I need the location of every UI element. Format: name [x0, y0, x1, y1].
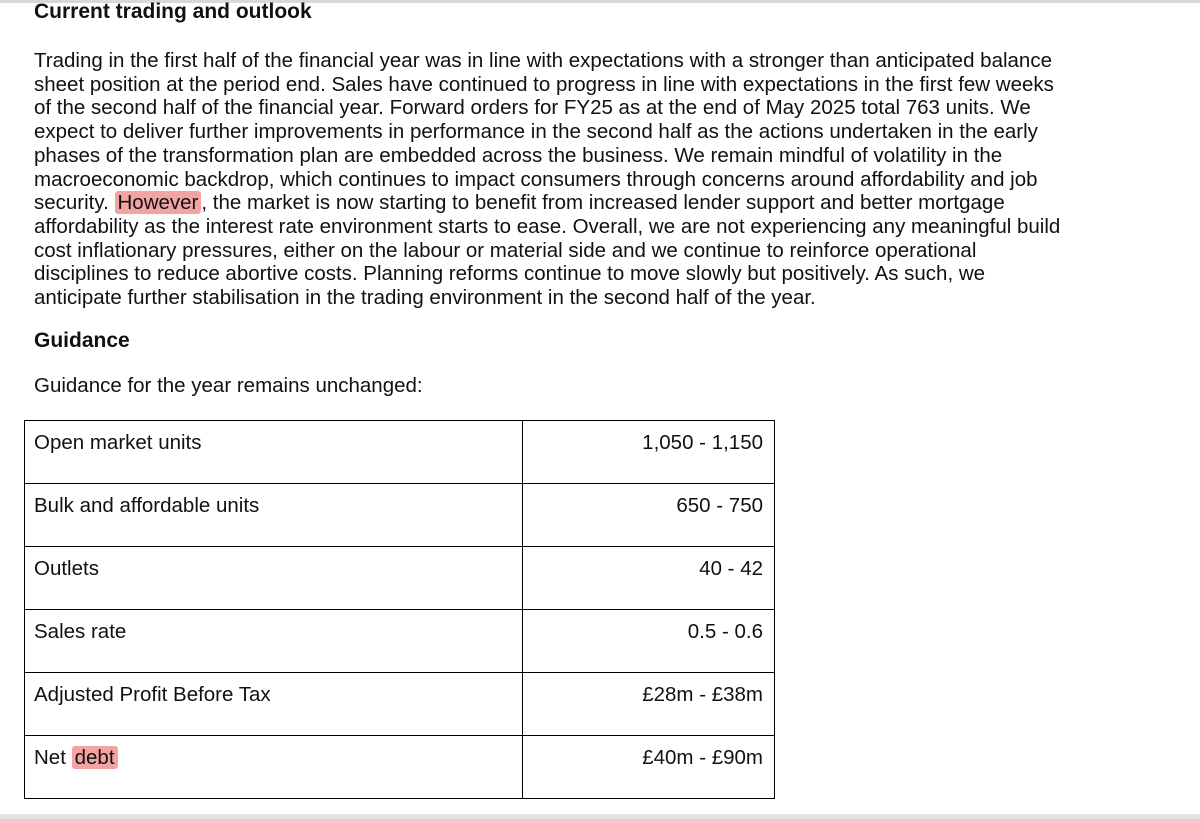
paragraph-line: cost inflationary pressures, either on the labour or material side and we continue to reinforce operational	[34, 238, 977, 262]
row-label	[25, 736, 523, 799]
paragraph-line: of the second half of the financial year. Forward orders for FY25 as at the end of May 2025 total 763 units. We	[34, 96, 1031, 120]
table-row	[25, 484, 775, 547]
paragraph-line: anticipate further stabilisation in the trading environment in the second half of the year.	[34, 286, 816, 310]
guidance-table	[24, 420, 775, 799]
table-row	[25, 736, 775, 799]
bottom-scroll-strip	[0, 814, 1200, 819]
paragraph-line: expect to deliver further improvements in performance in the second half as the actions undertaken in the early	[34, 120, 1038, 144]
table-row	[25, 547, 775, 610]
row-value: 0.5 - 0.6	[523, 610, 775, 673]
text-run: security.	[34, 191, 115, 215]
row-value: £40m - £90m	[523, 736, 775, 799]
table-row	[25, 610, 775, 673]
paragraph-line: Trading in the first half of the financial year was in line with expectations with a stronger than anticipated balance	[34, 49, 1052, 72]
row-label: Open market units	[25, 421, 523, 484]
row-value: £28m - £38m	[523, 673, 775, 736]
guidance-intro: Guidance for the year remains unchanged:	[34, 374, 423, 397]
row-value: 40 - 42	[523, 547, 775, 610]
paragraph-line: macroeconomic backdrop, which continues to impact consumers through concerns around affordability and job	[34, 167, 1038, 191]
row-value: 650 - 750	[523, 484, 775, 547]
row-label: Adjusted Profit Before Tax	[25, 673, 523, 736]
row-value: 1,050 - 1,150	[523, 421, 775, 484]
table-row	[25, 673, 775, 736]
trading-paragraph	[34, 49, 1184, 310]
row-label: Sales rate	[25, 610, 523, 673]
text-run: Net	[34, 746, 72, 769]
paragraph-line: affordability as the interest rate environment starts to ease. Overall, we are not experiencing any meaningful build	[34, 214, 1061, 238]
trading-heading: Current trading and outlook	[34, 0, 312, 23]
highlighted-however: However	[115, 191, 202, 214]
row-label: Bulk and affordable units	[25, 484, 523, 547]
paragraph-line: sheet position at the period end. Sales have continued to progress in line with expectations in the first few weeks	[34, 72, 1054, 96]
paragraph-line: disciplines to reduce abortive costs. Planning reforms continue to move slowly but positively. As such, we	[34, 262, 986, 286]
text-run: , the market is now starting to benefit from increased lender support and better mortgage	[201, 191, 1005, 215]
paragraph-line	[34, 191, 1184, 215]
highlighted-debt: debt	[72, 746, 118, 769]
table-row	[25, 421, 775, 484]
guidance-heading: Guidance	[34, 329, 130, 352]
row-label: Outlets	[25, 547, 523, 610]
paragraph-line: phases of the transformation plan are embedded across the business. We remain mindful of volatility in the	[34, 143, 1003, 167]
